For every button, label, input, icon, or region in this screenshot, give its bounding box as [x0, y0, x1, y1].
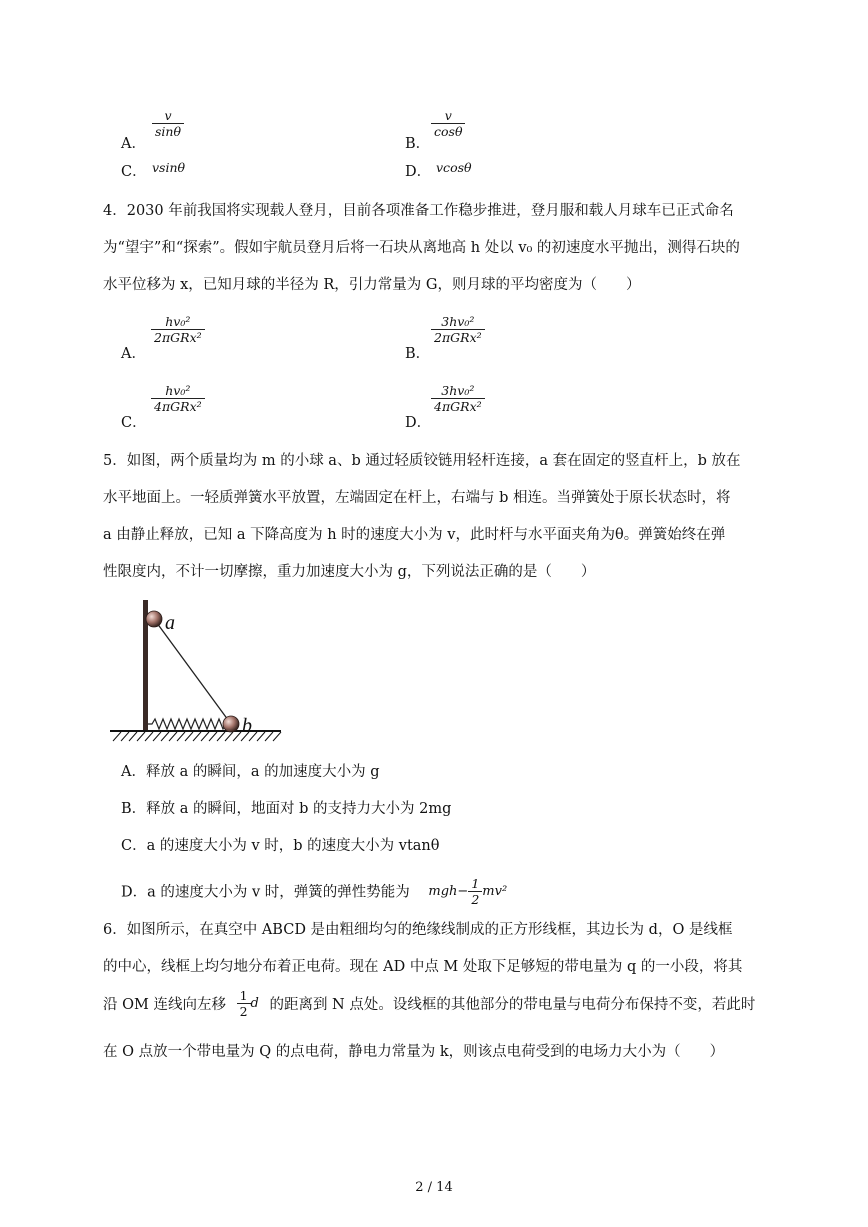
fraction-denominator: sinθ	[155, 124, 181, 139]
fraction-denominator: 2πGRx²	[434, 330, 482, 345]
connecting-rod	[154, 619, 231, 724]
q5-option-d	[121, 876, 507, 907]
q3-option-a-formula	[152, 108, 184, 139]
fraction-numerator: hv₀²	[165, 314, 191, 329]
fraction-denominator: cosθ	[434, 124, 463, 139]
fraction-numerator: 1	[471, 876, 480, 891]
q3-option-a-label: A．	[121, 136, 146, 152]
q4-option-c-formula	[151, 383, 205, 414]
q6-fraction	[237, 988, 251, 1019]
fraction-denominator: 4πGRx²	[154, 399, 202, 414]
fraction-denominator: 4πGRx²	[434, 399, 482, 414]
ground-hatching	[113, 732, 281, 741]
q6-stem-line-3: 沿 OM 连线向左移 $\frac{1}{2}$ d 的距离到 N 点处。设线框的其他部分的带电量与电荷分布保持不变，若此时	[103, 988, 756, 1019]
q5-stem-line-2: 水平地面上。一轻质弹簧水平放置，左端固定在杆上，右端与 b 相连。当弹簧处于原长状态时，将	[103, 490, 731, 506]
q4-stem-line-3: 水平位移为 x，已知月球的半径为 R，引力常量为 G，则月球的平均密度为（ ）	[103, 277, 641, 293]
fraction-denominator: 2	[239, 1004, 248, 1019]
ball-b	[223, 716, 239, 732]
q4-option-b-formula	[431, 314, 485, 345]
q6-stem-line-2: 的中心，线框上均匀地分布着正电荷。现在 AD 中点 M 处取下足够短的带电量为 q 的一小段，将其	[103, 959, 743, 975]
q5-stem-line-4: 性限度内，不计一切摩擦，重力加速度大小为 g，下列说法正确的是（ ）	[103, 564, 596, 580]
q5-figure	[105, 595, 290, 750]
q5-option-d-formula: mgh− $\frac{1}{2}$ mv²	[428, 876, 508, 907]
fraction-numerator: v	[444, 108, 452, 123]
fraction-numerator: hv₀²	[165, 383, 191, 398]
q4-option-a-formula	[151, 314, 205, 345]
q3-option-b-label: B．	[405, 136, 431, 152]
q4-option-b-label: B．	[405, 346, 431, 362]
label-a: a	[165, 612, 175, 634]
q4-option-d-formula	[431, 383, 485, 414]
q3-option-c-label: C．	[121, 164, 147, 180]
q5-option-a: A．释放 a 的瞬间，a 的加速度大小为 g	[121, 764, 380, 780]
q3-option-b-formula	[431, 108, 465, 139]
page-number: 2 / 14	[415, 1180, 453, 1195]
q4-stem-line-2: 为“望宇”和“探索”。假如宇航员登月后将一石块从离地高 h 处以 v₀ 的初速度水平抛出，测得石块的	[103, 240, 740, 256]
q3-option-d-label: D．	[405, 164, 432, 180]
q5-stem-line-3: a 由静止释放，已知 a 下降高度为 h 时的速度大小为 v，此时杆与水平面夹角为θ。弹簧始终在弹	[103, 527, 726, 543]
fraction-denominator: 2πGRx²	[154, 330, 202, 345]
fraction-numerator: 1	[239, 988, 248, 1003]
q5-option-b: B．释放 a 的瞬间，地面对 b 的支持力大小为 2mg	[121, 801, 452, 817]
q3-option-d-formula: vcosθ	[436, 160, 472, 175]
label-b: b	[242, 715, 252, 737]
spring	[148, 719, 229, 729]
q5-option-c: C．a 的速度大小为 v 时，b 的速度大小为 vtanθ	[121, 838, 440, 854]
q6-stem-line-1: 6．如图所示，在真空中 ABCD 是由粗细均匀的绝缘线制成的正方形线框，其边长为 d，O 是线框	[103, 922, 733, 938]
fraction-numerator: 3hv₀²	[441, 314, 475, 329]
q4-stem-line-1: 4．2030 年前我国将实现载人登月，目前各项准备工作稳步推进，登月服和载人月球车已正式命名	[103, 203, 734, 219]
q4-option-c-label: C．	[121, 415, 147, 431]
q5-stem-line-1: 5．如图，两个质量均为 m 的小球 a、b 通过轻质铰链用轻杆连接，a 套在固定的竖直杆上，b 放在	[103, 453, 741, 469]
q6-stem-line-4: 在 O 点放一个带电量为 Q 的点电荷，静电力常量为 k，则该点电荷受到的电场力大小为（ ）	[103, 1044, 725, 1060]
q5-option-d-text: D．a 的速度大小为 v 时，弹簧的弹性势能为	[121, 884, 410, 901]
fraction-numerator: 3hv₀²	[441, 383, 475, 398]
q3-option-c-formula: vsinθ	[152, 160, 186, 175]
fraction-numerator: v	[164, 108, 172, 123]
q4-option-a-label: A．	[121, 346, 146, 362]
ball-a	[146, 611, 162, 627]
q4-option-d-label: D．	[405, 415, 432, 431]
fraction-denominator: 2	[471, 892, 480, 907]
